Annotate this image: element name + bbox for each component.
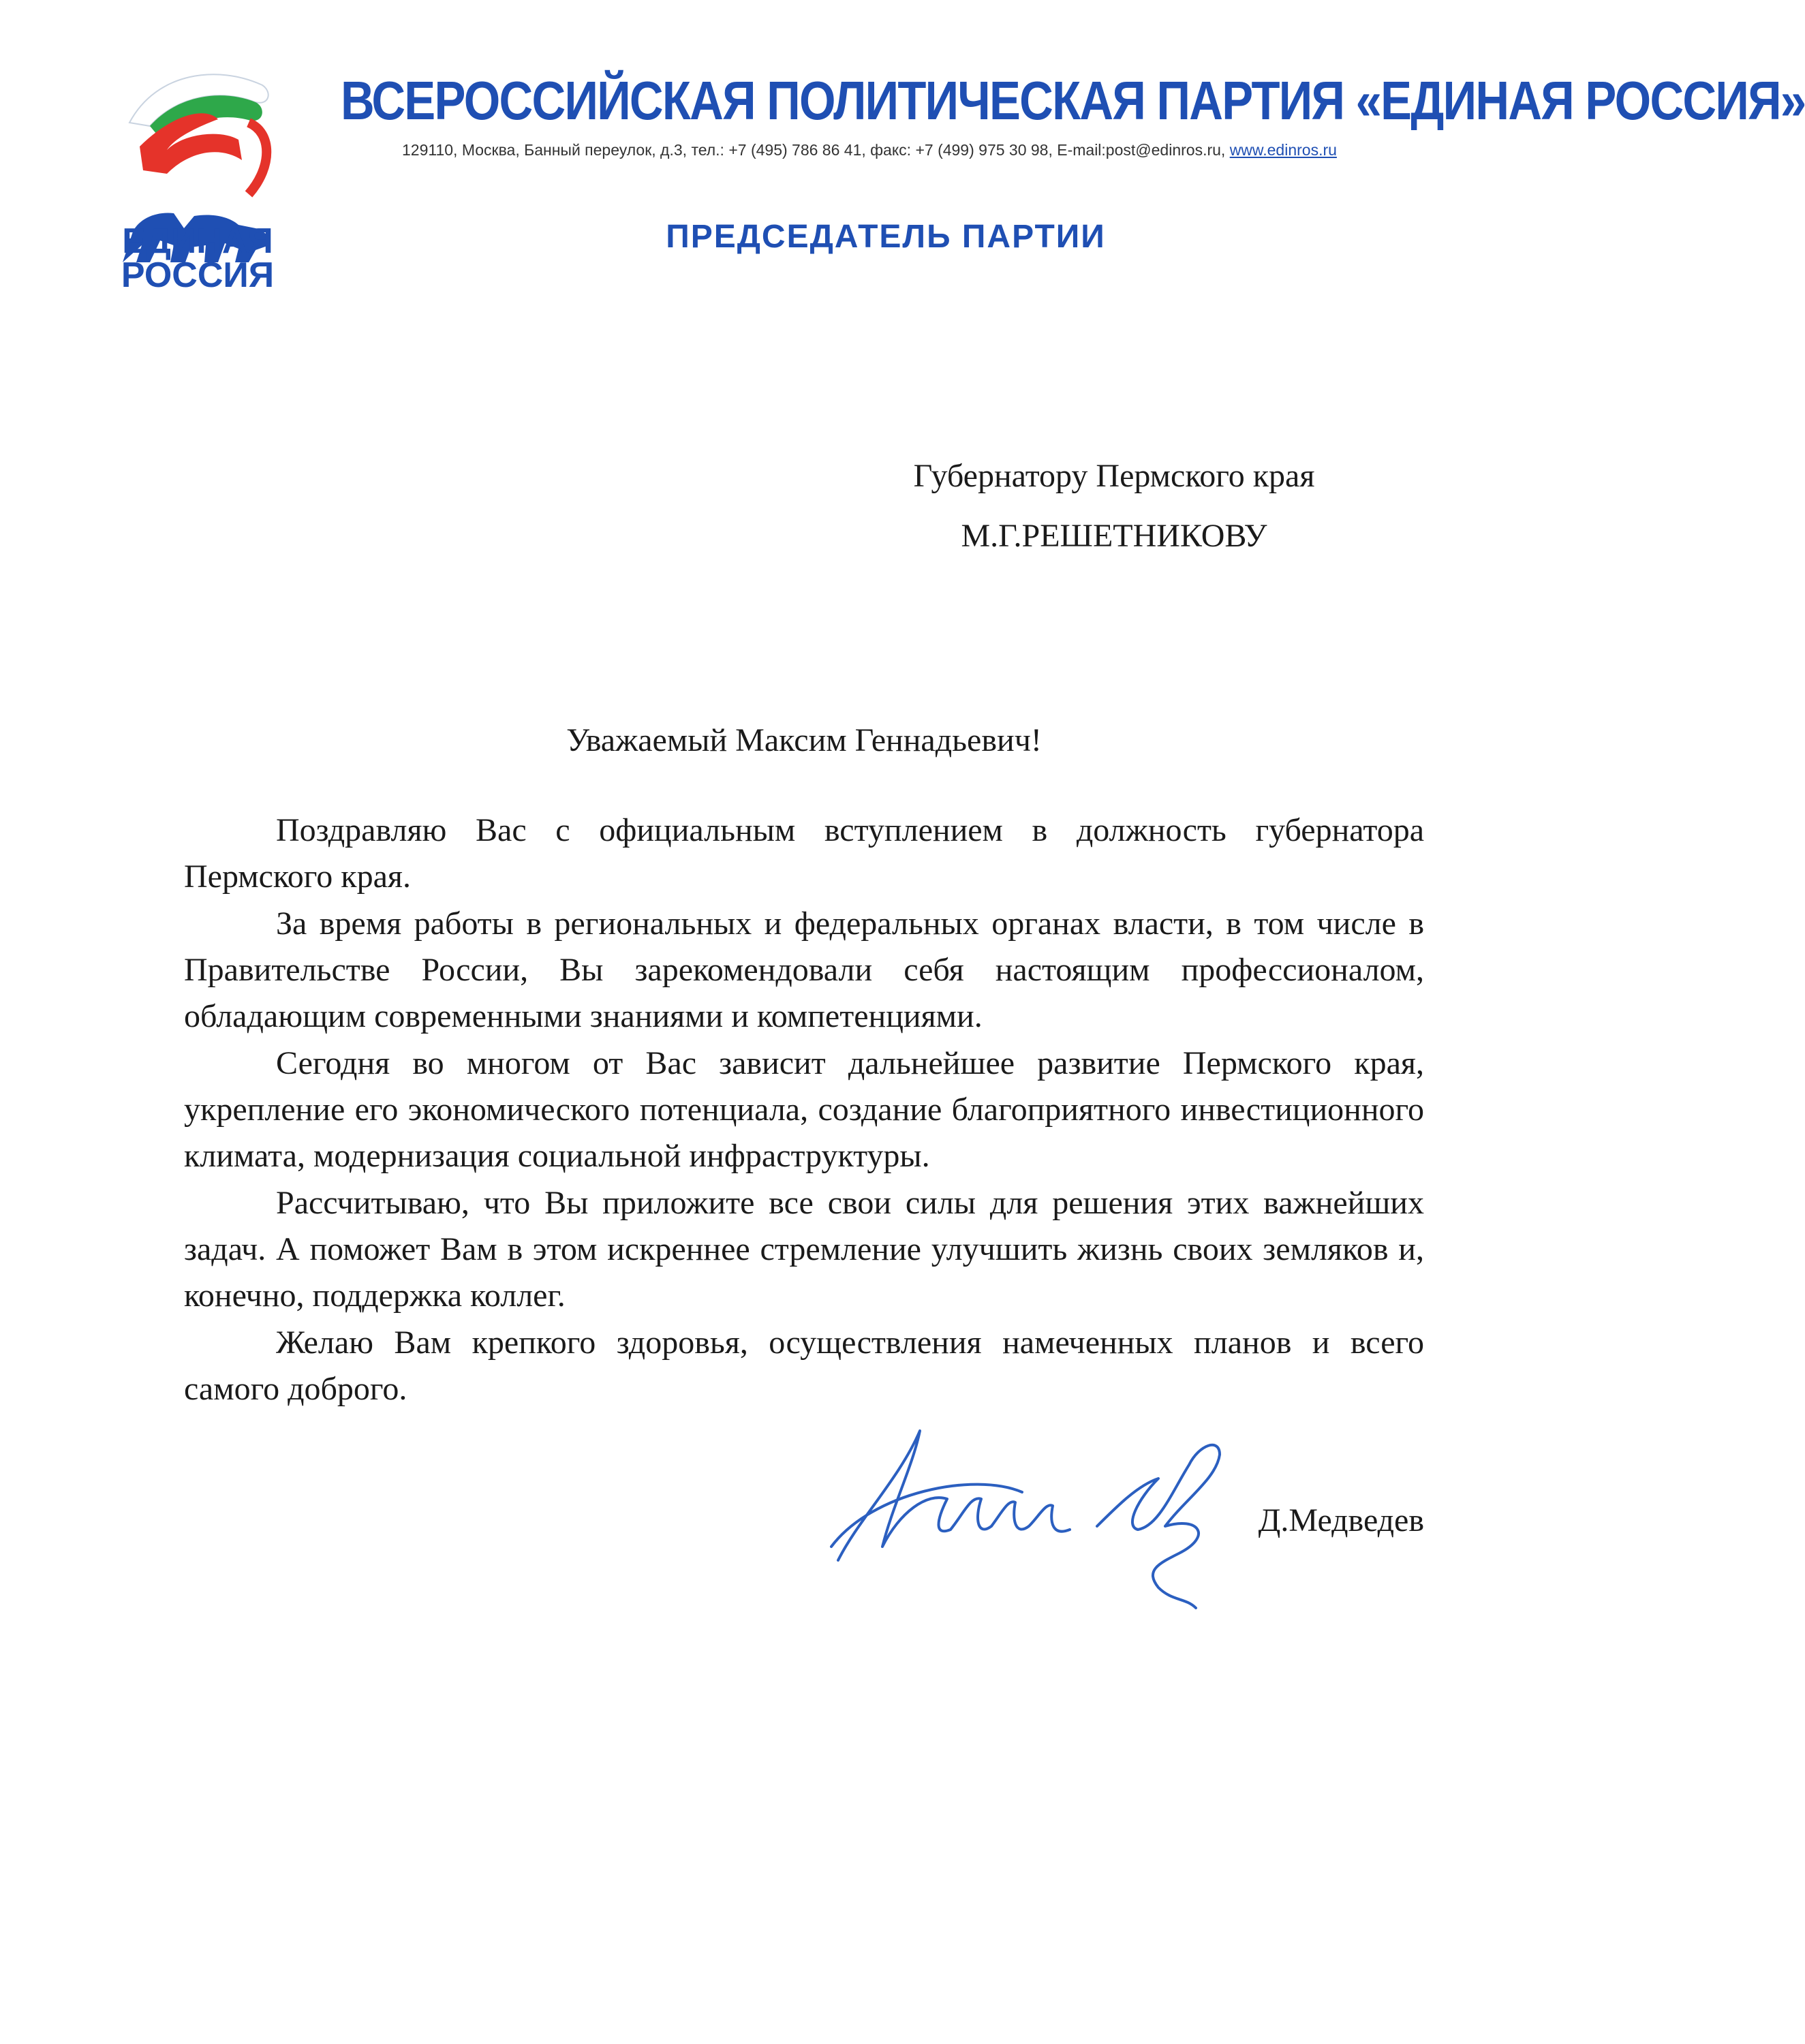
recipient-block: [818, 446, 1410, 566]
recipient-line2: М.Г.РЕШЕТНИКОВУ: [961, 518, 1267, 554]
party-name-heading: ВСЕРОССИЙСКАЯ ПОЛИТИЧЕСКАЯ ПАРТИЯ «ЕДИНАЯ РОССИЯ»: [341, 70, 1805, 131]
paragraph: Рассчитываю, что Вы приложите все свои силы для решения этих важнейших задач. А поможет Вам в этом искреннее стремление улучшить жизнь своих земляков и, конечно, поддержка коллег.: [184, 1185, 1424, 1314]
recipient-line1: Губернатору Пермского края: [913, 458, 1315, 494]
logo-text-line1: ЕДИНАЯ: [122, 221, 273, 261]
salutation: Уважаемый Максим Геннадьевич!: [566, 722, 1042, 758]
chairman-title: ПРЕДСЕДАТЕЛЬ ПАРТИИ: [666, 219, 1106, 255]
contact-details: 129110, Москва, Банный переулок, д.3, тел.: +7 (495) 786 86 41, факс: +7 (499) 975 30 98, E-mail:post@edinros.ru,: [402, 141, 1230, 159]
letter-body: [184, 807, 1424, 1413]
paragraph: За время работы в региональных и федеральных органах власти, в том числе в Правительстве России, Вы зарекомендовали себя настоящим профессионалом, обладающим современными знаниями и компетенциями.: [184, 905, 1424, 1034]
paragraph: Сегодня во многом от Вас зависит дальнейшее развитие Пермского края, укрепление его экономического потенциала, создание благоприятного инвестиционного климата, модернизация социальной инфраструктуры.: [184, 1045, 1424, 1174]
contact-line: [402, 140, 1410, 160]
paragraph: Поздравляю Вас с официальным вступлением в должность губернатора Пермского края.: [184, 812, 1424, 895]
website-link[interactable]: www.edinros.ru: [1229, 141, 1337, 159]
paragraph: Желаю Вам крепкого здоровья, осуществления намеченных планов и всего самого доброго.: [184, 1325, 1424, 1407]
signer-name: Д.Медведев: [1258, 1502, 1424, 1538]
logo-text-line2: РОССИЯ: [121, 256, 275, 295]
